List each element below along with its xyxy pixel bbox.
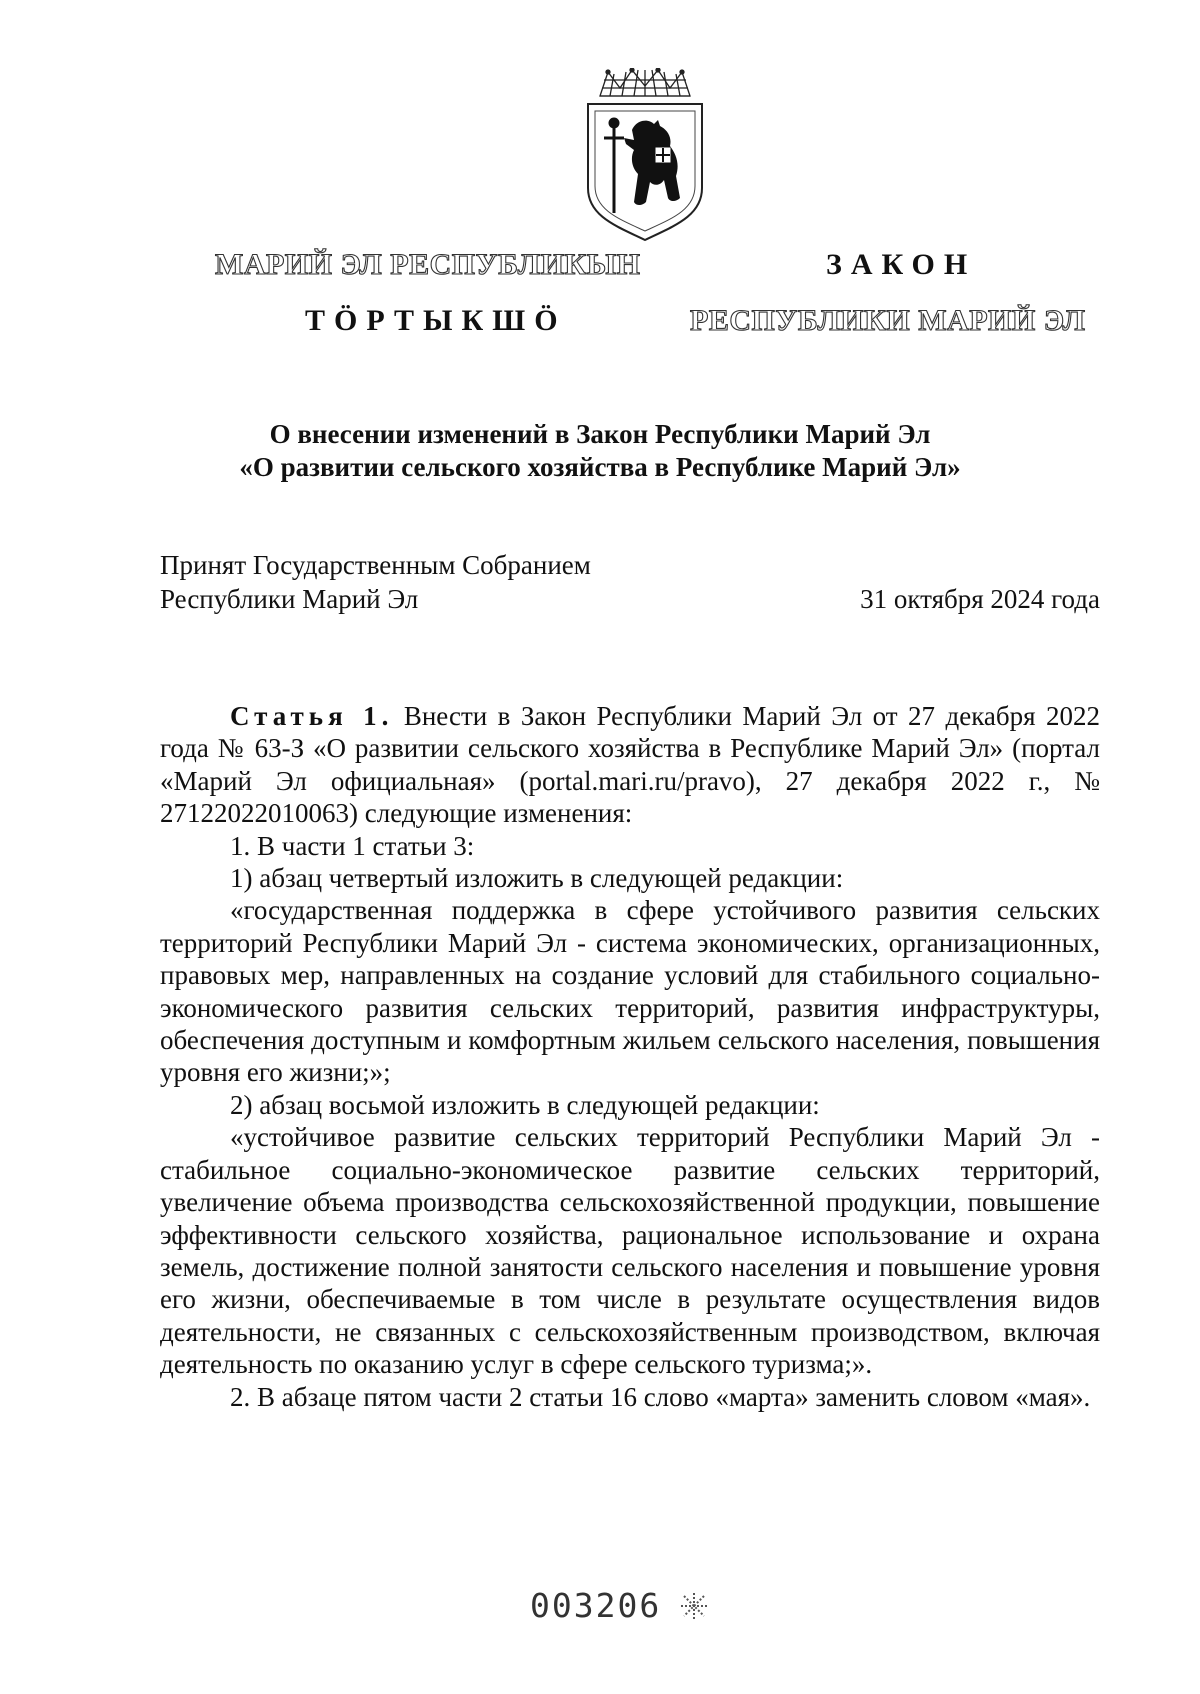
article-body: [160, 700, 1100, 1413]
article-intro-text: Внести в Закон Республики Марий Эл от 27 декабря 2022 года № 63-З «О развитии сельского хозяйства в Республике Марий Эл» (портал «Марий Эл официальная» (portal.mari.ru/pravo), 27 декабря 2022 г., № 27122022010063) следующие изменения:: [160, 701, 1100, 829]
coat-of-arms-icon: [580, 68, 710, 243]
document-title-line1: О внесении изменений в Закон Республики Марий Эл: [269, 419, 931, 449]
asterisk-mark-icon: [678, 1590, 710, 1622]
adoption-line2: Республики Марий Эл: [160, 584, 419, 614]
adoption-line1: Принят Государственным Собранием: [160, 550, 591, 580]
document-title-line2: «О развитии сельского хозяйства в Республике Марий Эл»: [239, 452, 961, 482]
header-left-line2: ТӦРТЫКШӦ: [305, 304, 567, 337]
article-intro-paragraph: [160, 700, 1100, 830]
paragraph-4: 2) абзац восьмой изложить в следующей редакции:: [230, 1089, 820, 1120]
paragraph-2: 1) абзац четвертый изложить в следующей редакции:: [230, 863, 844, 894]
header-left-line1: МАРИЙ ЭЛ РЕСПУБЛИКЫН: [215, 248, 641, 281]
article-label: Статья 1.: [230, 701, 394, 731]
header-right-line1: ЗАКОН: [826, 248, 977, 281]
paragraph-3: «государственная поддержка в сфере устойчивого развития сельских территорий Республики Марий Эл - система экономических, организационных, правовых мер, направленных на создание условий для стабильного социально-экономического развития сельских территорий, развития инфраструктуры, обеспечения доступным и комфортным жильем сельского населения, повышения уровня его жизни;»;: [160, 895, 1100, 1088]
paragraph-6: 2. В абзаце пятом части 2 статьи 16 слово «марта» заменить словом «мая».: [230, 1381, 1091, 1412]
adoption-date: 31 октября 2024 года: [860, 584, 1100, 614]
paragraph-5: «устойчивое развитие сельских территорий Республики Марий Эл - стабильное социально-экономическое развитие сельских территорий, увеличение объема производства сельскохозяйственной продукции, повышение эффективности сельского хозяйства, рациональное использование и охрана земель, достижение полной занятости сельского населения и повышение уровня его жизни, обеспечиваемые в том числе в результате осуществления видов деятельности, не связанных с сельскохозяйственным производством, включая деятельность по оказанию услуг в сфере сельского туризма;».: [160, 1122, 1100, 1380]
paragraph-1: 1. В части 1 статьи 3:: [230, 830, 475, 861]
serial-number: 003206: [530, 1586, 662, 1625]
header-right-line2: РЕСПУБЛИКИ МАРИЙ ЭЛ: [690, 304, 1086, 337]
